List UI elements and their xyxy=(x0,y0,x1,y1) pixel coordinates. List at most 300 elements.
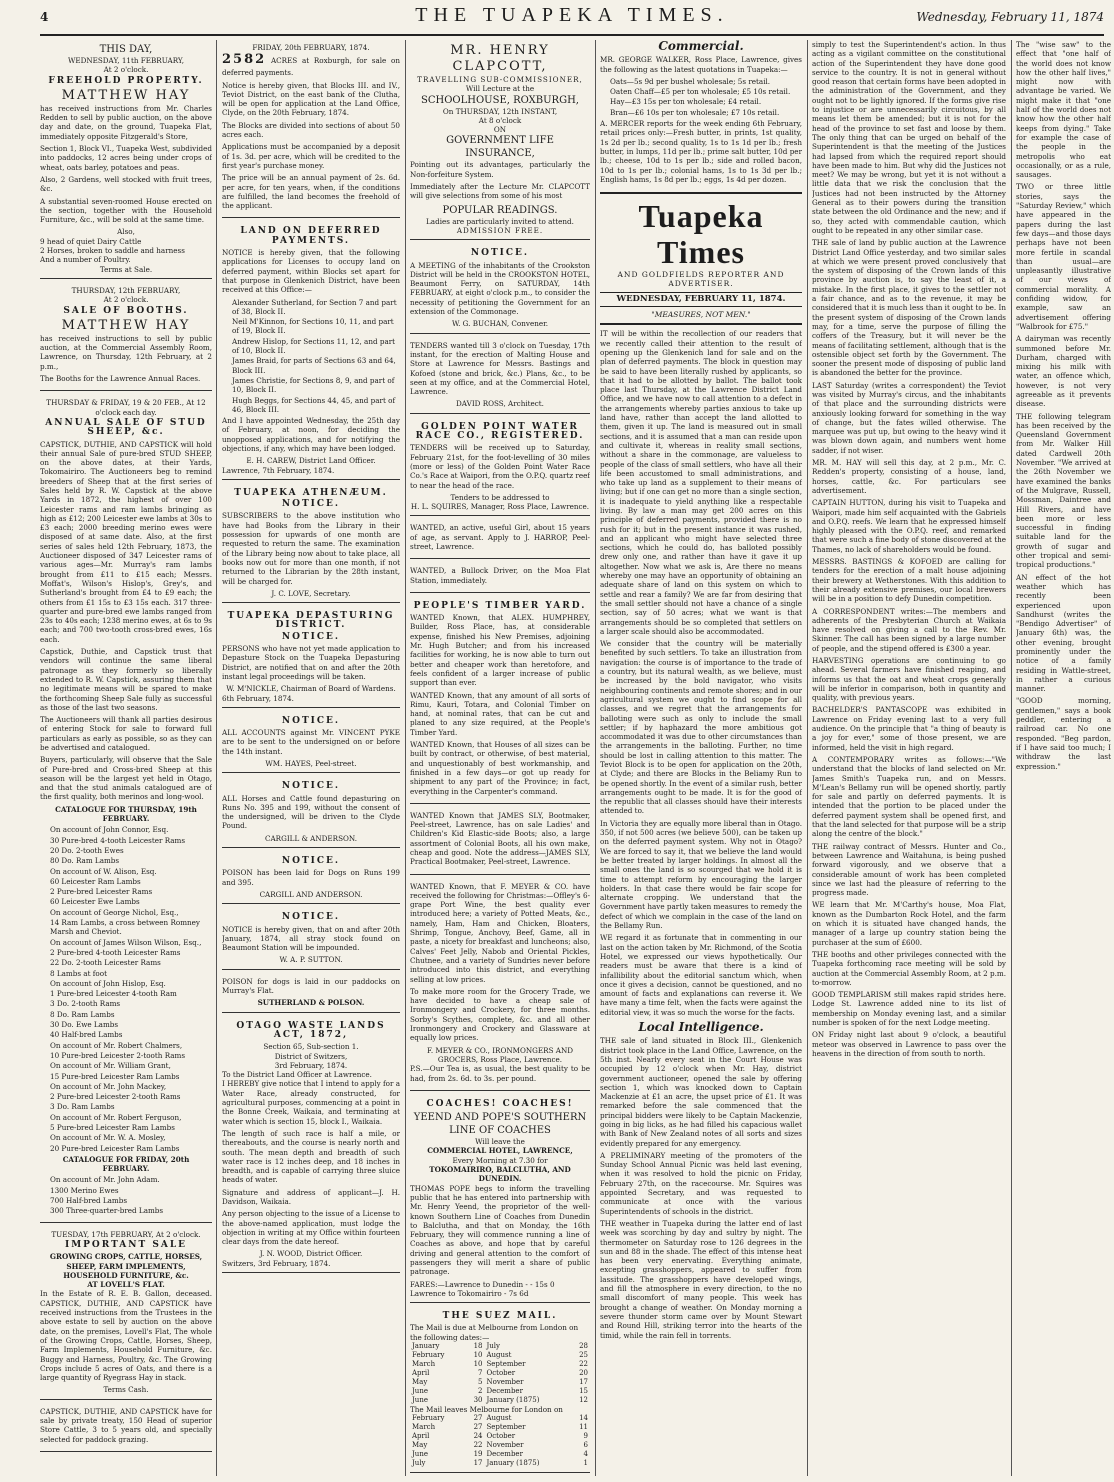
fares-line: Lawrence to Tokomairiro - 7s 6d xyxy=(410,1288,529,1298)
ad-date: THURSDAY, 12th FEBRUARY, xyxy=(71,285,181,295)
ad-text: The Mail is due at Melbourne from London on the following dates:— xyxy=(410,1323,579,1342)
news-paragraph: WE learn that Mr. M'Carthy's house, Moa Flat, known as the Dumbarton Rock Hotel, and the farm on which it is situated have changed hands, the manager of a large up country station being the purchaser at the sum of £600. xyxy=(812,900,1006,947)
table-row xyxy=(410,1441,590,1450)
ad-body: In the Estate of R. E. B. Gallon, deceased. CAPSTICK, DUTHIE, AND CAPSTICK have received instructions from the Trustees in the above estate to sell by auction on the above date, on the premises, Lovell's Flat, The whole of the Growing Crops, Cattle, Horses, Sheep, Farm Implements, Household Furniture, &c. Buggy and Harness, Poultry, &c. The Growing Crops include 5 acres of Oats, and there is a large quantity of Ryegrass Hay in stack. xyxy=(40,1289,212,1383)
table-cell: June xyxy=(412,1450,428,1459)
ad-text: Will Lecture at the xyxy=(465,84,535,94)
ad-body: NOTICE is hereby given, that the following applications for Licenses to occupy land on deferred payment, within Blocks set apart for that purpose in Glenkenich District, have been received at this Office:— xyxy=(222,248,400,295)
advertisement-deferred-payments xyxy=(222,222,400,479)
table-cell: 11 xyxy=(579,1423,588,1432)
list-item: Oaten Chaff—£5 per ton wholesale; £5 10s retail. xyxy=(610,87,791,97)
ad-body: WANTED, an active, useful Girl, about 15 years of age, as servant. Apply to J. HARROP, Peel-street, Lawrence. xyxy=(410,523,590,551)
table-cell: 4 xyxy=(583,1450,588,1459)
fares-line: FARES:—Lawrence to Dunedin - - 15s 0 xyxy=(410,1279,555,1289)
table-cell: June xyxy=(412,1396,428,1405)
ad-body: CAPSTICK, DUTHIE, AND CAPSTICK have for sale by private treaty, 150 Head of superior Store Cattle, 3 to 5 years old, and specially selected for paddock grazing. xyxy=(40,1406,212,1444)
ad-title: ANNUAL SALE OF STUD SHEEP, &c. xyxy=(45,417,207,438)
applicant-list xyxy=(232,298,400,415)
list-item: On account of James Wilson Wilson, Esq., xyxy=(50,937,202,947)
ad-terms: Terms at Sale. xyxy=(99,264,153,274)
table-cell: January (1875) xyxy=(486,1459,540,1468)
ad-title: NOTICE. xyxy=(281,856,341,867)
table-cell: 10 xyxy=(473,1360,483,1369)
table-cell: 9 xyxy=(583,1432,588,1441)
ad-item: 9 head of quiet Dairy Cattle xyxy=(40,236,142,246)
ad-body: A MEETING of the inhabitants of the Crookston District will be held in the CROOKSTON HOTEL, Beaumont Ferry, on SATURDAY, 14th FEBRUARY, at eight o'clock p.m., to consider the necessity of petitioning the Government for an extension of the Commonage. xyxy=(410,260,590,317)
news-paragraph: "GOOD morning, gentlemen," says a book peddler, entering a railroad car. No one responded. "Beg pardon, if I have said too much; I withdraw the last expression." xyxy=(1016,696,1111,771)
ad-date: TUESDAY, 17th FEBRUARY, At 2 o'clock. xyxy=(51,1229,201,1239)
table-cell: March xyxy=(412,1360,436,1369)
news-paragraph: THE sale of land situated in Block III., Glenkenich district took place in the Land Office, Lawrence, on the 5th inst. Nearly every seat in the Court House was occupied by 12 o'clock when Mr. Hay, district government auctioneer, opened the sale by offering section 1, which was knocked down to Captain Mackenzie at £1 an acre, the upset price of £1. It was remarked before the sale commenced that the principal bidders were likely to be Captain Mackenzie, going in big licks, as he had filled his capacious wallet with Bank of New Zealand notes of all sorts and sizes evidently prepared for any emergency. xyxy=(600,1036,802,1148)
advertisement-crookston-meeting xyxy=(410,244,590,333)
table-cell: 12 xyxy=(579,1396,588,1405)
advertisement-tenders-malting xyxy=(410,338,590,414)
advertisement-lovells-flat xyxy=(40,1227,212,1400)
ad-time: At 8 o'clock xyxy=(478,115,522,125)
list-item: 1 Pure-bred Leicester 4-tooth Ram xyxy=(50,989,177,999)
lecturer-role: TRAVELLING SUB-COMMISSIONER, xyxy=(417,75,583,84)
table-cell: 1 xyxy=(583,1459,588,1468)
ad-venue: SCHOOLHOUSE, ROXBURGH, xyxy=(421,94,579,106)
advertisement-roxburgh-land xyxy=(222,40,400,218)
ad-destinations: TOKOMAIRIRO, BALCLUTHA, AND DUNEDIN. xyxy=(429,1165,571,1184)
news-paragraph: A dairyman was recently summoned before Mr. Durham, charged with mixing his milk with water, an offence which, however, is not very agreeable as it prevents disease. xyxy=(1016,334,1111,409)
table-cell: October xyxy=(486,1369,516,1378)
table-cell: August xyxy=(486,1351,512,1360)
advertisement-horses-cattle xyxy=(222,777,400,848)
list-item: 30 Pure-bred 4-tooth Leicester Rams xyxy=(50,835,186,845)
table-cell: February xyxy=(412,1414,445,1423)
ad-text: ON xyxy=(493,125,507,135)
table-cell: 19 xyxy=(473,1450,483,1459)
ad-also: Also, xyxy=(117,227,135,237)
list-item: Bran—£6 10s per ton wholesale; £7 10s retail. xyxy=(610,107,780,117)
list-item: On account of W. Alison, Esq. xyxy=(50,866,157,876)
table-row xyxy=(410,1450,590,1459)
ad-body: The Auctioneers will thank all parties desirous of entering Stock for sale to forward full particulars as early as possible, so as they can be advertised and catalogued. xyxy=(40,715,212,752)
table-cell: 15 xyxy=(579,1387,588,1396)
advertisement-wanted-driver xyxy=(410,563,590,593)
ad-body: To make more room for the Grocery Trade, we have decided to have a cheap sale of Ironmongery and Crockery, for three months. Sorby's Scythes, complete, &c. and all other Ironmongery and Crockery and Glassware at equally low prices. xyxy=(410,986,590,1043)
ad-body: has received instructions from Mr. Charles Redden to sell by public auction, on the above day and date, on the ground, Tuapeka Flat, immediately opposite Fitzgerald's Store, xyxy=(40,103,212,141)
ad-signature: DAVID ROSS, Architect. xyxy=(456,399,544,409)
table-cell: March xyxy=(412,1423,436,1432)
ad-body: WANTED Known, that any amount of all sorts of Rimu, Kauri, Totara, and Colonial Timber on hand, at nominal rates, that can be cut and planed to any size required, at the People's Timber Yard. xyxy=(410,690,590,737)
news-paragraph: MR. M. HAY will sell this day, at 2 p.m., Mr. C. Redden's property, consisting of a house, land, horses, cattle, &c. For particulars see advertisement. xyxy=(812,458,1006,495)
mail-schedule-departures xyxy=(410,1414,590,1468)
lecturer-name: MR. HENRY CLAPCOTT, xyxy=(450,43,550,74)
table-cell: 28 xyxy=(579,1342,588,1351)
nameplate-subtitle: AND GOLDFIELDS REPORTER AND ADVERTISER. xyxy=(617,270,785,289)
ad-signature: W. G. BUCHAN, Convener. xyxy=(451,319,549,329)
list-item: 15 Pure-bred Leicester Ram Lambs xyxy=(50,1071,180,1081)
section-heading-commercial: Commercial. xyxy=(658,40,744,53)
ad-hotel: COMMERCIAL HOTEL, LAWRENCE, xyxy=(427,1146,573,1156)
news-paragraph: THE sale of land by public auction at the Lawrence District Land Office yesterday, and two similar sales at which we were present proved conclusively that the system of disposing of the Crown lands of this province by auction is, to say the least of it, a mistake. In the first place, it gives to the settler not a fair chance, and as to the revenue, it may be considered that it is much less than it ought to be. In the present system of disposing of the Crown lands may, for a time, serve the purpose of filling the coffers of the Treasury, but it will never be the means of facilitating settlement, although that is the ostensible object set forth by the Government. The sooner the present mode of disposing of public land is abandoned the better for the province. xyxy=(812,238,1006,378)
ad-title: NOTICE. xyxy=(281,715,341,726)
list-item: On account of Mr. John Mackey, xyxy=(50,1081,167,1091)
ad-text: The Mail leaves Melbourne for London on xyxy=(410,1405,563,1415)
ad-heading: TUAPEKA ATHENÆUM. xyxy=(234,487,388,498)
nameplate-motto: "MEASURES, NOT MEN." xyxy=(651,310,751,320)
table-row xyxy=(410,1387,590,1396)
column-rule xyxy=(405,40,406,1476)
ad-date: WEDNESDAY, 11th FEBRUARY, xyxy=(67,56,185,65)
ad-district: District of Switzers, xyxy=(274,1051,348,1061)
price-list xyxy=(610,77,802,117)
ad-body: The Booths for the Lawrence Annual Races. xyxy=(40,374,201,384)
news-paragraph: HARVESTING operations are continuing to go ahead. Several farmers have finished reaping, and informs us that the oat and wheat crops generally will be inferior in comparison, both in quantity and quality, with previous years. xyxy=(812,656,1006,703)
advertisement-waste-lands xyxy=(222,1017,400,1273)
table-cell: 5 xyxy=(478,1378,483,1387)
table-row xyxy=(410,1459,590,1468)
list-item: 2 Pure-bred Leicester Rams xyxy=(50,887,153,897)
nameplate-title: Tuapeka Times xyxy=(638,198,764,271)
table-cell: 17 xyxy=(473,1459,483,1468)
ad-text: Tenders to be addressed to xyxy=(450,492,550,502)
list-item: 30 Do. Ewe Lambs xyxy=(50,1020,119,1030)
editorial-paragraph: We consider that the country will be materially benefited by such settlers. To take an illustration from navigation: the course is of importance to the trade of a country, but its natural wealth, as we believe, must be increased by the bold navigator, who visits neighbouring continents and remote shores; and in our agricultural system we ought to find scope for all classes, and we regret that the arrangements for balloting were such as only to include the small settler; if by haphazard the more ambitious got accommodated it was due to other circumstances than the arrangements in the balloting. Further, no time should be lost in calling attention to this matter. The Teviot Block is to be open for application on the 20th, at Clyde; and there are Blocks in the Beliamy Run to be opened shortly. In the event of a similar rush, better arrangements ought to be made. It is for the good of the republic that all classes should have their interests attended to. xyxy=(600,639,802,816)
table-cell: January xyxy=(412,1342,440,1351)
issue-date: Wednesday, February 11, 1874 xyxy=(916,10,1104,24)
news-paragraph: BACHELDER'S PANTASCOPE was exhibited in Lawrence on Friday evening last to a very full audience. On the principle that "a thing of beauty is a joy for ever," some of those present, we are informed, held the visit in high regard. xyxy=(812,705,1006,752)
advertisement-athenaeum xyxy=(222,484,400,603)
table-cell: 24 xyxy=(473,1432,483,1441)
ad-text: Ladies are particularly invited to attend. xyxy=(426,216,574,226)
list-item: Andrew Hislop, for Sections 11, 12, and part of 10, Block II. xyxy=(232,336,396,356)
advertisement-wanted-girl xyxy=(410,520,590,559)
ad-body: The Blocks are divided into sections of about 50 acres each. xyxy=(222,120,400,140)
ad-item: 2 Horses, broken to saddle and harness xyxy=(40,246,185,256)
advertisement-stud-sheep xyxy=(40,395,212,1222)
ad-title: NOTICE. xyxy=(281,781,341,792)
advertisement-james-sly xyxy=(410,808,590,875)
list-item: 60 Leicester Ram Lambs xyxy=(50,876,141,886)
ad-title: YEEND AND POPE'S SOUTHERN LINE OF COACHES xyxy=(413,1112,587,1137)
ad-body: SUBSCRIBERS to the above institution who have had Books from the Library in their possession for upwards of one month are requested to return the same. The examination of the Library being now about to take place, all books now out for more than one month, if not returned to the Librarian by the 28th instant, will be charged for. xyxy=(222,511,400,586)
ad-signature: CARGILL AND ANDERSON. xyxy=(259,889,363,899)
ad-body: Capstick, Duthie, and Capstick trust that vendors will continue the same liberal patronage as they formerly so liberally extended to R. W. Capstick, assuring them that no legitimate means will be spared to make the forthcoming Sheep Sale fully as successful as those of the last two seasons. xyxy=(40,647,212,712)
list-item: On account of Mr. John Adam. xyxy=(50,1175,160,1185)
ad-address: To the District Land Officer at Lawrence. xyxy=(222,1070,372,1080)
list-item: 8 Lambs at foot xyxy=(50,968,107,978)
advertisement-freehold xyxy=(40,40,212,279)
list-item: On account of Mr. Robert Chalmers, xyxy=(50,1040,183,1050)
ad-body: WANTED Known, that F. MEYER & CO. have received the following for Christmas:—Offley's 6-grape Port Wine, the best quality ever introduced here; a variety of Potted Meats, &c., namely, Ham, Ham and Chicken, Bloaters, Shrimp, Tongue, Anchovy, Beef, Game, all in paste, a nicety for breakfast and luncheons; also, Calves' Feet Jelly, Nabob and Oriental Pickles, Chutnee, and a variety of Sundries never before introduced into this district, and everything selling at low prices. xyxy=(410,881,590,984)
table-cell: November xyxy=(486,1441,524,1450)
auctioneer-name: MATTHEW HAY xyxy=(61,317,191,333)
column-rule xyxy=(1011,40,1012,1476)
advertisement-timber-yard xyxy=(410,597,590,804)
ad-terms: Terms Cash. xyxy=(103,1385,149,1395)
table-cell: 27 xyxy=(473,1423,483,1432)
news-paragraph: THE railway contract of Messrs. Hunter and Co., between Lawrence and Waitahuna, is being pushed forward vigorously, and we observe that a considerable amount of work has been completed since we last had the pleasure of referring to the progress made. xyxy=(812,841,1006,898)
ad-date: FRIDAY, 20th FEBRUARY, 1874. xyxy=(252,43,370,52)
list-item: Alexander Sutherland, for Section 7 and part of 38, Block II. xyxy=(232,297,397,316)
news-paragraph: TWO or three little stories, says the "Saturday Review," which have appeared in the papers during the last few days—and those days perhaps have not been more fertile in scandal than usual—are unpleasantly illustrative of our views of commercial morality. A confiding widow, for example, saw an advertisement offering "Walbrook for £75." xyxy=(1016,182,1111,331)
list-item: 700 Half-bred Lambs xyxy=(50,1196,128,1206)
table-cell: 22 xyxy=(579,1360,588,1369)
ad-body: Pointing out its advantages, particularly the Non-forfeiture System. xyxy=(410,160,590,179)
ad-body: Any person objecting to the issue of a License to the above-named application, must lodge the objection in writing at my Office within fourteen clear days from the date hereof. xyxy=(222,1209,400,1247)
ad-postscript: P.S.—Our Tea is, as usual, the best quality to be had, from 2s. 6d. to 3s. per pound. xyxy=(410,1064,590,1083)
ad-body: PERSONS who have not yet made application to Depasture Stock on the Tuapeka Depasturing District, are notified that on and after the 20th instant legal proceedings will be taken. xyxy=(222,644,400,681)
table-row xyxy=(410,1342,590,1351)
advertisement-booths xyxy=(40,283,212,391)
news-paragraph: AN effect of the hot weather which has recently been experienced upon Sandhurst (writes the "Bendigo Advertiser" of January 6th) was, the other evening, brought prominently under the notice of a family residing in Wattle-street, in rather a curious manner. xyxy=(1016,572,1111,694)
ad-subheading: Section 65, Sub-section 1. xyxy=(263,1042,359,1052)
list-item: 2 Pure-bred 4-tooth Leicester Rams xyxy=(50,947,181,957)
list-item: Oats—5s 9d per bushel wholesale; 5s retail. xyxy=(610,76,771,86)
catalogue-heading: CATALOGUE FOR FRIDAY, 20th FEBRUARY. xyxy=(62,1154,190,1174)
list-item: James Braid, for parts of Sections 63 and 64, Block III. xyxy=(232,356,396,375)
advertisement-stray-stock xyxy=(222,908,400,969)
ad-signature: CARGILL & ANDERSON. xyxy=(264,833,358,843)
ad-signature: W. A. P. SUTTON. xyxy=(279,955,343,965)
advertisement-poison-dogs xyxy=(222,974,400,1013)
advertisement-water-race xyxy=(410,418,590,517)
ad-date: THURSDAY & FRIDAY, 19 & 20 FEB., At 12 o'clock each day. xyxy=(46,398,206,417)
advertisement-depasturing xyxy=(222,607,400,708)
ad-body: WANTED Known that JAMES SLY, Bootmaker, Peel-street, Lawrence, has on sale Ladies' and Children's Kid Elastic-side Boots; also, a large assortment of Colonial Boots, all his own make, cheap and good. Note the address—JAMES SLY, Practical Bootmaker, Peel-street, Lawrence. xyxy=(410,810,590,867)
table-cell: April xyxy=(412,1369,430,1378)
catalogue-list xyxy=(50,825,212,1153)
list-item: 40 Half-bred Lambs xyxy=(50,1030,123,1040)
list-item: 60 Leicester Ewe Lambs xyxy=(50,897,140,907)
ad-body: ALL ACCOUNTS against Mr. VINCENT PYKE are to be sent to the undersigned on or before the 14th instant. xyxy=(222,728,400,756)
column-6 xyxy=(1016,40,1111,1476)
table-cell: 17 xyxy=(579,1378,588,1387)
ad-title: NOTICE. xyxy=(281,499,341,510)
ad-topic: GOVERNMENT LIFE INSURANCE, xyxy=(446,135,554,160)
advertisement-poison xyxy=(222,852,400,904)
mail-schedule-arrivals xyxy=(410,1342,590,1405)
ad-admission: ADMISSION FREE. xyxy=(456,225,544,235)
list-item: 8 Do. Ram Lambs xyxy=(50,1009,115,1019)
ad-body: TENDERS will be received up to Saturday, February 21st, for the foot-levelling of 30 miles (more or less) of the Golden Point Water Race Co.'s Race at Waipori, from the O.P.Q. quartz reef to near the head of the race. xyxy=(410,443,590,490)
news-paragraph: GOOD TEMPLARISM still makes rapid strides here. Lodge St. Lawrence added nine to its list of membership on Monday evening last, and a similar number is spoken of for the next Lodge meeting. xyxy=(812,990,1006,1027)
ad-heading: TUAPEKA DEPASTURING DISTRICT. xyxy=(227,611,395,631)
list-item: 3 Do. Ram Lambs xyxy=(50,1102,115,1112)
page-number: 4 xyxy=(40,10,49,24)
news-paragraph: A PRELIMINARY meeting of the promoters of the Sunday School Annual Picnic was held last evening, when it was resolved to hold the picnic on Friday, February 27th, on the racecourse. Mr. Squires was appointed Secretary, and was requested to communicate at once with the various Superintendents of schools in the district. xyxy=(600,1150,802,1216)
ad-signature: W. M'NICKLE, Chairman of Board of Wardens. xyxy=(226,684,396,694)
column-1 xyxy=(40,40,212,1476)
table-cell: 27 xyxy=(473,1414,483,1423)
list-item: On account of John Hislop, Esq. xyxy=(50,978,166,988)
ad-body: has received instructions to sell by public auction, at the Commercial Assembly Room, Lawrence, on Thursday, 12th February, at 2 p.m., xyxy=(40,333,212,371)
ad-title: LAND ON DEFERRED PAYMENTS. xyxy=(240,226,382,246)
list-item: 80 Do. Ram Lambs xyxy=(50,856,120,866)
ad-heading: THE SUEZ MAIL. xyxy=(442,1311,558,1322)
section-heading-local: Local Intelligence. xyxy=(638,1020,764,1035)
ad-title: FREEHOLD PROPERTY. xyxy=(48,75,204,86)
masthead xyxy=(40,4,1104,36)
ad-signature: F. MEYER & CO., IRONMONGERS AND GROCERS, Ross Place, Lawrence. xyxy=(426,1045,574,1064)
table-cell: June xyxy=(412,1387,428,1396)
ad-subtitle: GROWING CROPS, CATTLE, HORSES, SHEEP, FARM IMPLEMENTS, HOUSEHOLD FURNITURE, &c. xyxy=(49,1252,203,1280)
news-paragraph: LAST Saturday (writes a correspondent) the Teviot was visited by Murray's circus, and the inhabitants of that place and the surrounding districts were anxiously looking forward for something in the way of change, but the fates willed otherwise. The marquee was put up, but owing to the heavy wind it was blown down again, and numbers went home sadder, if not wiser. xyxy=(812,380,1006,455)
ad-title: NOTICE. xyxy=(281,631,341,642)
table-cell: 6 xyxy=(583,1441,588,1450)
advertisement-suez-mail xyxy=(410,1307,590,1473)
table-row xyxy=(410,1423,590,1432)
table-cell: 14 xyxy=(579,1414,588,1423)
ad-body: Immediately after the Lecture Mr. CLAPCOTT will give selections from some of his most xyxy=(410,182,590,201)
ad-signature: H. L. SQUIRES, Manager, Ross Place, Lawrence. xyxy=(410,502,590,512)
list-item: James Christie, for Sections 8, 9, and part of 10, Block II. xyxy=(232,375,395,395)
list-item: 14 Ram Lambs, a cross between Romney Marsh and Cheviot. xyxy=(50,918,200,937)
advertisement-store-cattle xyxy=(40,1404,212,1452)
newspaper-title: THE TUAPEKA TIMES. xyxy=(415,4,729,26)
ad-body: Applications must be accompanied by a deposit of 1s. 3d. per acre, which will be credited to the first year's purchase money. xyxy=(222,142,400,170)
list-item: On account of John Connor, Esq. xyxy=(50,825,169,835)
column-5 xyxy=(812,40,1006,1476)
advertisement-meyer xyxy=(410,879,590,1091)
ad-signature: J. N. WOOD, District Officer. xyxy=(259,1249,363,1259)
ad-heading: OTAGO WASTE LANDS ACT, 1872, xyxy=(236,1020,386,1040)
ad-body: WANTED, a Bullock Driver, on the Moa Flat Station, immediately. xyxy=(410,566,590,585)
ad-time: At 2 o'clock. xyxy=(103,295,149,305)
ad-title: IMPORTANT SALE xyxy=(64,1239,188,1250)
list-item: 10 Pure-bred Leicester 2-tooth Rams xyxy=(50,1050,186,1060)
ad-heading: PEOPLE'S TIMBER YARD. xyxy=(413,600,587,611)
list-item: Neil M'Kinnon, for Sections 10, 11, and part of 19, Block II. xyxy=(232,317,394,336)
ad-body: WANTED Known, that Houses of all sizes can be built by contract, or otherwise, of best material, and unquestionably of best workmanship, and finished in a few days—or got up ready for shipment to any part of the Province; in fact, everything in the Carpenter's command. xyxy=(410,740,590,796)
news-paragraph: A CORRESPONDENT writes:—The members and adherents of the Presbyterian Church at Waikaia have resolved on giving a call to the Rev. Mr. Skinner. The call has been signed by a large number of people, and the stipend offered is £300 a year. xyxy=(812,606,1006,653)
ad-place: Lawrence, 7th February, 1874. xyxy=(222,465,335,475)
ad-body: The price will be an annual payment of 2s. 6d. per acre, for ten years, when, if the conditions are fulfilled, the land becomes the freehold of the applicant. xyxy=(222,173,400,211)
list-item: 3 Do. 2-tooth Rams xyxy=(50,999,121,1009)
table-cell: December xyxy=(486,1450,523,1459)
list-item: 5 Pure-bred Leicester Ram Lambs xyxy=(50,1122,175,1132)
table-cell: 22 xyxy=(473,1441,483,1450)
ad-body: And I have appointed Wednesday, the 25th day of February, at noon, for deciding the unopposed applications, and for notifying the objections, if any, which may have been lodged. xyxy=(222,416,400,453)
ad-item: And a number of Poultry. xyxy=(40,255,131,265)
table-cell: 25 xyxy=(579,1351,588,1360)
nameplate xyxy=(600,192,802,325)
ad-body: Signature and address of applicant—J. H. Davidson, Waikaia. xyxy=(222,1187,400,1206)
ad-date: On THURSDAY, 12th INSTANT, xyxy=(442,106,558,116)
table-row xyxy=(410,1414,590,1423)
ad-heading: GOLDEN POINT WATER RACE CO., REGISTERED. xyxy=(415,421,585,442)
table-cell: July xyxy=(412,1459,426,1468)
ad-date: 3rd February, 1874. xyxy=(274,1060,348,1070)
ad-readings: POPULAR READINGS. xyxy=(442,204,558,216)
news-paragraph: THE weather in Tuapeka during the latter end of last week was scorching by day and sultry by night. The thermometer on Saturday rose to 126 degrees in the sun and 88 in the shade. The effect of this intense heat has been very enervating. Everything animate, excepting grasshoppers, appeared to suffer from lassitude. The grasshoppers have developed wings, and fill the atmosphere in every direction, to the no small discomfort of many people. This week has brought a change of weather. On Monday morning a severe thunder storm came over by Mount Stewart and Round Hill, striking terror into the hearts of the timid, while the rain fell in torrents. xyxy=(600,1218,802,1340)
column-3 xyxy=(410,40,590,1476)
article-paragraph: A. MERCER reports for the week ending 6th February, retail prices only:—Fresh butter, in prints, 1st quality, 1s 2d per lb.; second quality, 1s to 1s 1d per lb.; fresh butter, in lumps, 11d per lb.; prime salt butter, 10d per lb.; cheese, 10d to 1s per lb.; side and rolled bacon, 10d to 1s per lb.; colonial hams, 1s to 1s 3d per lb.; English hams, 1s 8d per lb.; eggs, 1s 4d per dozen. xyxy=(600,119,802,184)
table-cell: May xyxy=(412,1378,428,1387)
ad-title: NOTICE. xyxy=(470,248,530,259)
column-4 xyxy=(600,40,802,1476)
table-cell: 20 xyxy=(579,1369,588,1378)
list-item: Hugh Beggs, for Sections 44, 45, and part of 46, Block III. xyxy=(232,395,396,414)
ad-text: Will leave the xyxy=(475,1137,525,1147)
ad-body: THOMAS POPE begs to inform the travelling public that he has entered into partnership with Mr. Henry Yeend, the proprietor of the well-known Southern Line of Coaches from Dunedin to Balclutha, and that on Monday, the 16th February, they will commence running a line of Coaches as above, and hope that by careful driving and general attention to the comfort of passengers they will merit a share of public patronage. xyxy=(410,1183,590,1277)
article-paragraph: MR. GEORGE WALKER, Ross Place, Lawrence, gives the following as the latest quotations in Tuapeka:— xyxy=(600,55,802,74)
ad-time: Every Morning at 7.30 for xyxy=(452,1155,548,1165)
catalogue-list xyxy=(50,1175,212,1215)
table-cell: October xyxy=(486,1432,516,1441)
ad-signature: E. H. CAREW, District Land Officer. xyxy=(246,456,376,466)
table-cell: September xyxy=(486,1360,526,1369)
ad-signature: WM. HAYES, Peel-street. xyxy=(265,759,357,768)
news-paragraph: ON Friday night last about 9 o'clock, a beautiful meteor was observed in Lawrence to pass over the heavens in the direction of from south to north. xyxy=(812,1030,1006,1058)
column-2 xyxy=(222,40,400,1476)
ad-number: 2582 xyxy=(222,52,267,68)
ad-body: POISON for dogs is laid in our paddocks on Murray's Flat. xyxy=(222,976,400,996)
table-cell: May xyxy=(412,1441,428,1450)
table-row xyxy=(410,1432,590,1441)
ad-lead: ACRES at Roxburgh, for sale on deferred payments. xyxy=(222,56,400,78)
table-row xyxy=(410,1360,590,1369)
ad-date: 6th February, 1874. xyxy=(222,693,294,703)
ad-title: SALE OF BOOTHS. xyxy=(63,305,189,316)
table-cell: September xyxy=(486,1423,526,1432)
editorial-paragraph: In Victoria they are equally more liberal than in Otago. 350, if not 500 acres (we believe 500), can be taken up on the deferred payment system. Why not in Otago? We are forced to say it, that we believe the land would be better treated by larger holdings. In almost all the small ones the land is so scourged that we hold it is time to attempt reform by encouraging the larger holders. In that case there would be fair scope for alternate cropping. We understand that the Government have partly taken measures to remedy the defect of which we complain in the case of the land on the Bellamy Run. xyxy=(600,818,802,931)
ad-heading: THIS DAY, xyxy=(99,44,153,55)
ad-title: NOTICE. xyxy=(281,912,341,923)
table-cell: February xyxy=(412,1351,445,1360)
ad-item: Section 1, Block VI., Tuapeka West, subdivided into paddocks, 12 acres being under crops of wheat, oats barley, potatoes and peas. xyxy=(40,144,212,172)
table-cell: 10 xyxy=(473,1351,483,1360)
list-item: 1300 Merino Ewes xyxy=(50,1185,119,1195)
news-paragraph: THE following telegram has been received by the Queensland Government from Mr. Walker Hill dated Cardwell 20th November. "We arrived at the 26th November we have examined the banks of the Mulgrave, Russell, Mossman, Daintree and Hill Rivers, and have been more or less successful in finding suitable land for the growth of sugar and other tropical and semi-tropical productions." xyxy=(1016,411,1111,570)
table-row xyxy=(410,1351,590,1360)
column-rule xyxy=(595,40,596,1476)
list-item: 2 Pure-bred Leicester 2-tooth Rams xyxy=(50,1092,181,1102)
editorial-paragraph: IT will be within the recollection of our readers that we recently called their attention to the result of opening up the Glenkenich land for sale and on the plan of deferred payments. The block in question may be said to have been literally rushed by applicants, so that it had to be allotted by ballot. The ballot took place last Thursday, at the Lawrence District Land Office, and we have now to call attention to a defect in the arrangements whereby parties anxious to take up land have, rather than accept the land allotted to them, given it up. The land is measured out in small sections, and it is assumed that a man can reside upon and cultivate it, whereas in reality small sections, without a share in the commonage, are valueless to people of the class of small settlers, who have all their life been accustomed to small administrations, and who take up land as a supplement to their means of living; but if one can get no more than a single section, it is inadequate to yield anything like a respectable living. By law a man may get 200 acres on this principle of deferred payments, provided there is no rush for it; but in the present instance it was rushed, and an applicant who might have selected three sections, which he could do, has balloted possibly drew only one, and rather than have it gave it up altogether. Now what we ask is, Are there no means whereby one may have an opportunity of obtaining an adequate share of land on this system on which to settle and rear a family? We are far from desiring that the small settler should not have a chance of a single section, say of 50 acres; what we want is that arrangements should be so completed that settlers on a larger scale should also be accommodated. xyxy=(600,329,802,636)
list-item: On account of Mr. William Grant, xyxy=(50,1061,171,1071)
auctioneer-name: MATTHEW HAY xyxy=(61,87,191,103)
ad-body: NOTICE is hereby given, that on and after 20th January, 1874, all stray stock found on Beaumont Station will be impounded. xyxy=(222,924,400,953)
table-row xyxy=(410,1396,590,1405)
list-item: 20 Pure-bred Leicester Ram Lambs xyxy=(50,1143,180,1153)
list-item: Hay—£3 15s per ton wholesale; £4 retail. xyxy=(610,97,762,107)
list-item: On account of George Nichol, Esq., xyxy=(50,907,179,917)
table-cell: August xyxy=(486,1414,512,1423)
ad-signature: SUTHERLAND & POLSON. xyxy=(257,998,365,1008)
table-cell: 18 xyxy=(473,1342,483,1351)
news-paragraph: The "wise saw" to the effect that "one half of the world does not know how the other half lives," might now with advantage be varied. We might make it that "one half of the world does not know how the other half keeps from dying." Take for example the case of the people in the metropolis who eat occasionally, or as a rule, sausages. xyxy=(1016,40,1111,180)
advertisement-accounts xyxy=(222,712,400,773)
advertisement-lecture xyxy=(410,40,590,240)
list-item: 20 Do. 2-tooth Ewes xyxy=(50,845,124,855)
news-paragraph: CAPTAIN HUTTON, during his visit to Tuapeka and Waipori, made him self acquainted with the Gabriels and O.P.Q. reefs. We learn that he expressed himself highly pleased with the O.P.Q. reef, and remarked that were such a fine body of stone discovered at the Thames, no lack of shareholders would be found. xyxy=(812,498,1006,554)
list-item: 300 Three-quarter-bred Lambs xyxy=(50,1206,164,1216)
editorial-paragraph: WE regard it as fortunate that in commenting in our last on the action taken by Mr. Richmond, of the Scotia Hotel, we expressed our views hypothetically. Our readers must be aware that there is a kind of infallibility about the editorial sanctum which, when once it gives a decision, cannot be questioned, and no amount of facts and explanations can reverse it. We have many a time felt, when the facts were against the editorial view, it was so much the worse for the facts. xyxy=(600,933,802,1017)
ad-signature: J. C. LOVE, Secretary. xyxy=(271,588,351,598)
column-rule xyxy=(807,40,808,1476)
table-cell: January (1875) xyxy=(486,1396,540,1405)
list-item: On account of Mr. W. A. Mosley, xyxy=(50,1133,166,1143)
table-row xyxy=(410,1378,590,1387)
ad-body: WANTED Known, that ALEX. HUMPHREY, Builder, Ross Place, has, at considerable expense, finished his New Premises, adjoining Mr. Hugh Butcher; and from his increased facilities for working, he is now able to turn out better and cheaper work than heretofore, and feels confident of a larger increase of public support than ever. xyxy=(410,613,590,688)
ad-body: ALL Horses and Cattle found depasturing on Runs No. 395 and 199, without the consent of the undersigned, will be driven to the Clyde Pound. xyxy=(222,793,400,831)
advertisement-coaches xyxy=(410,1095,590,1303)
news-paragraph: MESSRS. BASTINGS & KOFOED are calling for tenders for the erection of a malt house adjoining their brewery at Wetherstones. With this addition to their already extensive premises, our local brewers will be in a position to defy Dunedin competition. xyxy=(812,557,1006,604)
news-paragraph: simply to test the Superintendent's action. In thus acting as a vigilant committee on the constitutional action of the Superintendent they have done good service to the country. It is not in general without good reason that certain forms have been adopted in the administration of the Government, and they ought not to be lightly ignored. If the forms give rise to injustice or are unnecessarily circuitous, by all means let them be amended; but it is not for the head of the province to set fast and loose by them. The only thing that can be urged on behalf of the Superintendent is that the meeting of the Justices had lapsed from which the required report should have been made to him. But why did the Justices not meet? We may be wrong, but yet it is not without a little data that we risk the conclusion that the Justices had not been instructed by the Attorney General as to their powers during the transition state between the old Ordinance and the new; and if so, they acted with commendable caution, which ought to be repeated in any other similar case. xyxy=(812,40,1006,235)
list-item: On account of Mr. Robert Ferguson, xyxy=(50,1112,182,1122)
table-cell: December xyxy=(486,1387,523,1396)
table-cell: November xyxy=(486,1378,524,1387)
table-row xyxy=(410,1369,590,1378)
ad-body: Buyers, particularly, will observe that the Sale of Pure-bred and Cross-bred Sheep at this season will be the largest yet held in Otago, and that the stud animals catalogued are of the first quality, both merinos and long-wool. xyxy=(40,755,212,802)
news-paragraph: A CONTEMPORARY writes as follows:—"We understand that the blocks of land selected on Mr. James Smith's Tuapeka run, and on Messrs. M'Lean's Bellamy run will be opened shortly, partly for sale and partly on deferred payments. It is intended that the portion to be placed under the deferred payment system shall be opened first, and that the land selected for that purpose will be a strip along the centre of the block." xyxy=(812,754,1006,839)
ad-body: Notice is hereby given, that Blocks III. and IV., Teviot District, on the east bank of the Clutha, will be open for application at the Land Office, Clyde, on the 20th February, 1874. xyxy=(222,80,400,118)
ad-heading: COACHES! COACHES! xyxy=(426,1098,574,1109)
